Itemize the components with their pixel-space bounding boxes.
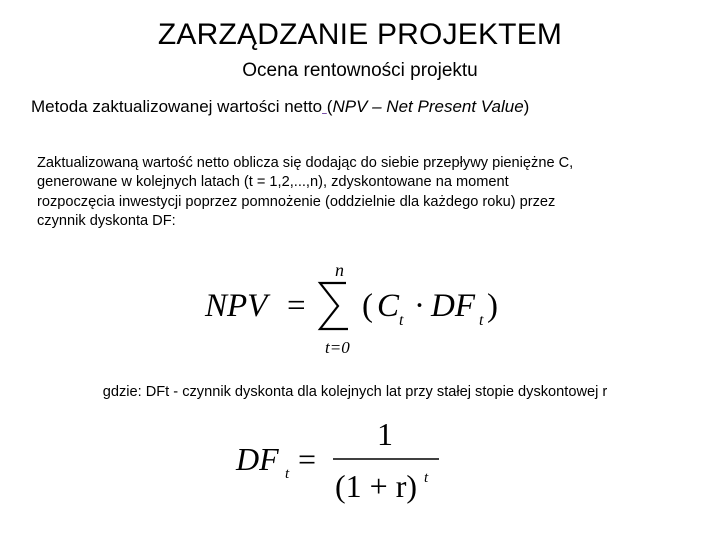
npv-lhs: NPV (205, 288, 268, 324)
sum-lower-limit: t=0 (325, 338, 350, 357)
npv-right-paren: ) (487, 288, 498, 324)
paragraph-line: czynnik dyskonta DF: (37, 213, 176, 230)
npv-formula (204, 260, 498, 357)
npv-left-paren: ( (362, 288, 373, 324)
paragraph-line: Zaktualizowaną wartość netto oblicza się dodając do siebie przepływy pieniężne C, (37, 155, 574, 171)
df-denominator-exponent: t (424, 470, 429, 486)
method-open-paren: ( (326, 97, 333, 116)
sigma-icon (320, 283, 348, 329)
df-lhs-subscript: t (285, 466, 290, 482)
where-explanation: gdzie: DFt - czynnik dyskonta dla kolejnych lat przy stałej stopie dyskontowej r (102, 384, 608, 400)
sum-upper-limit: n (335, 260, 344, 280)
df-numerator: 1 (377, 416, 393, 452)
discount-factor-symbol: DF (431, 288, 475, 324)
df-equals: = (298, 441, 317, 477)
slide-subtitle: Ocena rentowności projektu (242, 60, 478, 81)
method-abbreviation: NPV – Net Present Value (332, 97, 524, 116)
multiplication-dot: · (414, 288, 425, 324)
df-lhs: DF (236, 441, 279, 477)
df-denominator: (1 + r) (335, 468, 418, 504)
paragraph-line: rozpoczęcia inwestycji poprzez pomnożenie (oddzielnie dla każdego roku) przez (37, 193, 556, 210)
df-formula (235, 416, 439, 504)
npv-equals: = (287, 288, 306, 324)
discount-factor-subscript: t (479, 312, 484, 329)
cashflow-symbol: C (377, 288, 400, 324)
method-close-paren: ) (523, 97, 530, 116)
paragraph-line: generowane w kolejnych latach (t = 1,2,...,n), zdyskontowane na moment (37, 174, 509, 191)
cashflow-subscript: t (399, 312, 404, 329)
method-name: Metoda zaktualizowanej wartości netto (31, 97, 323, 116)
slide-title: ZARZĄDZANIE PROJEKTEM (157, 18, 563, 51)
